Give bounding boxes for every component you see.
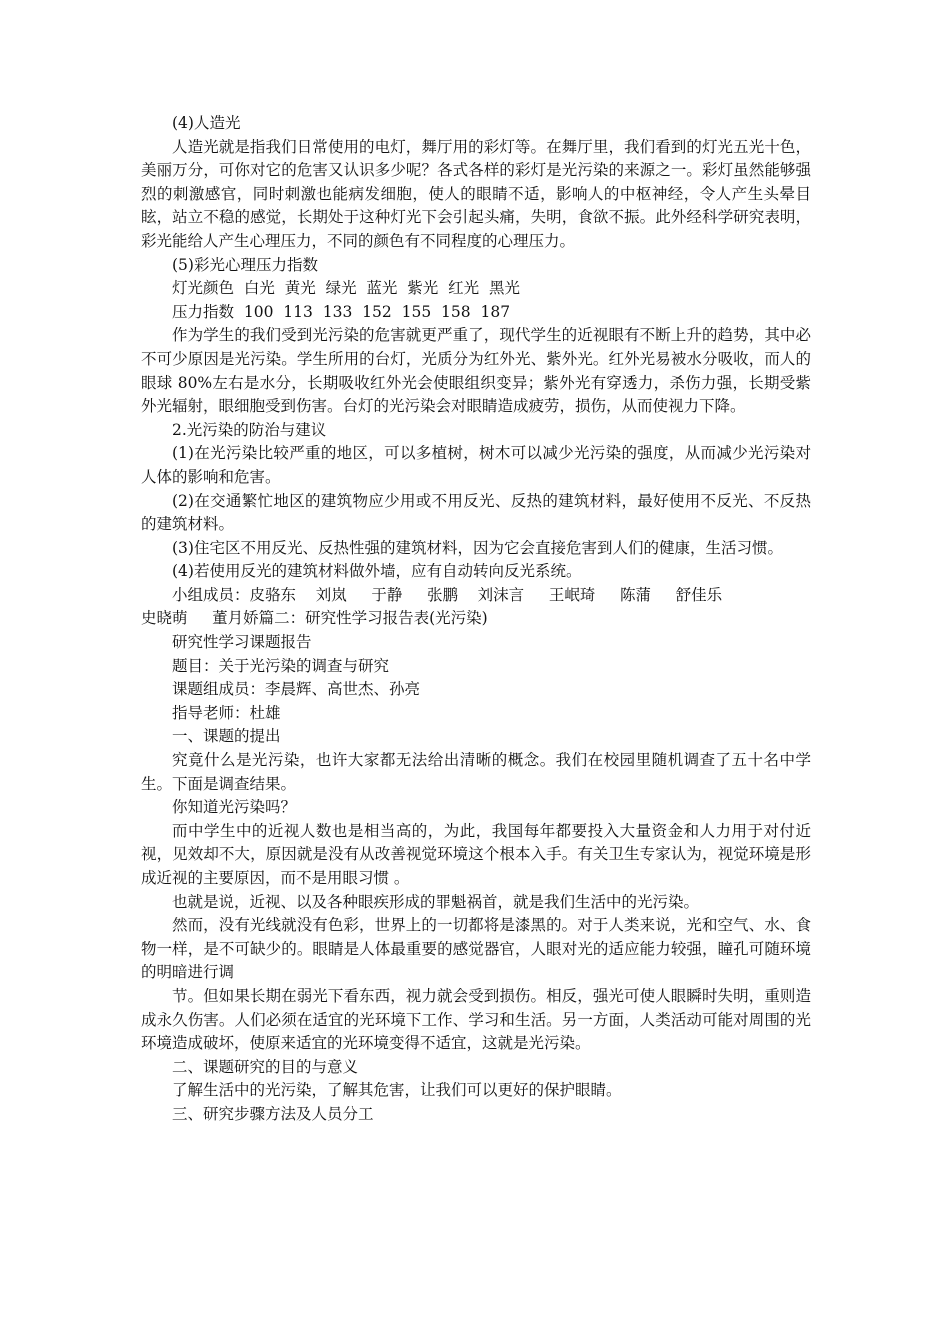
group-members-continued: 史晓萌 董月娇篇二：研究性学习报告表(光污染)	[141, 609, 488, 628]
paragraph-light-importance: 然而，没有光线就没有色彩，世界上的一切都将是漆黑的。对于人类来说，光和空气、水、食物一样，是不可缺少的。眼睛是人体最重要的感觉器官，人眼对光的适应能力较强，瞳孔可随环境的明暗进行调	[141, 916, 811, 982]
suggestion-1: (1)在光污染比较严重的地区，可以多植树，树木可以减少光污染的强度，从而减少光污染对人体的影响和危害。	[141, 444, 811, 486]
paragraph-purpose: 了解生活中的光污染，了解其危害，让我们可以更好的保护眼睛。	[172, 1081, 622, 1100]
stress-index-values: 压力指数 100 113 133 152 155 158 187	[172, 302, 511, 321]
paragraph-survey: 究竟什么是光污染，也许大家都无法给出清晰的概念。我们在校园里随机调查了五十名中学生。下面是调查结果。	[141, 751, 811, 793]
heading-stress-index: (5)彩光心理压力指数	[172, 255, 318, 274]
paragraph-artificial-light: 人造光就是指我们日常使用的电灯，舞厅用的彩灯等。在舞厅里，我们看到的灯光五光十色，美丽万分，可你对它的危害又认识多少呢？各式各样的彩灯是光污染的来源之一。彩灯虽然能够强烈的刺激感官，同时刺激也能病发细胞，使人的眼睛不适，影响人的中枢神经，令人产生头晕目眩，站立不稳的感觉，长期处于这种灯光下会引起头痛，失明，食欲不振。此外经科学研究表明，彩光能给人产生心理压力，不同的颜色有不同程度的心理压力。	[141, 137, 811, 250]
survey-question: 你知道光污染吗？	[172, 798, 297, 817]
report-advisor: 指导老师：杜雄	[172, 703, 281, 722]
stress-index-colors: 灯光颜色 白光 黄光 绿光 蓝光 紫光 红光 黑光	[172, 279, 520, 298]
report-title: 研究性学习课题报告	[172, 633, 312, 652]
paragraph-students: 作为学生的我们受到光污染的危害就更严重了，现代学生的近视眼有不断上升的趋势，其中必不可少原因是光污染。学生所用的台灯，光质分为红外光、紫外光。红外光易被水分吸收，而人的眼球 80%左右是水分，长期吸收红外光会使眼组织变异；紫外光有穿透力，杀伤力强，长期受紫外光辐射，眼细胞受到伤害。台灯的光污染会对眼睛造成疲劳，损伤，从而使视力下降。	[141, 326, 811, 416]
paragraph-culprit: 也就是说，近视、以及各种眼疾形成的罪魁祸首，就是我们生活中的光污染。	[172, 892, 700, 911]
paragraph-myopia: 而中学生中的近视人数也是相当高的，为此，我国每年都要投入大量资金和人力用于对付近视，见效却不大，原因就是没有从改善视觉环境这个根本入手。有关卫生专家认为，视觉环境是形成近视的主要原因，而不是用眼习惯 。	[141, 821, 811, 887]
heading-artificial-light: (4)人造光	[172, 114, 241, 132]
heading-prevention: 2.光污染的防治与建议	[172, 420, 327, 439]
report-members: 课题组成员：李晨辉、高世杰、孙亮	[172, 680, 421, 699]
paragraph-light-damage: 节。但如果长期在弱光下看东西，视力就会受到损伤。相反，强光可使人眼瞬时失明，重则造成永久伤害。人们必须在适宜的光环境下工作、学习和生活。另一方面，人类活动可能对周围的光环境造成破坏，使原来适宜的光环境变得不适宜，这就是光污染。	[141, 986, 811, 1053]
suggestion-2: (2)在交通繁忙地区的建筑物应少用或不用反光、反热的建筑材料，最好使用不反光、不反热的建筑材料。	[141, 491, 811, 534]
document-page	[141, 112, 811, 1127]
section-3-heading: 三、研究步骤方法及人员分工	[172, 1104, 374, 1123]
group-members: 小组成员：皮骆东 刘岚 于静 张鹏 刘沫言 王岷琦 陈蒲 舒佳乐	[172, 585, 723, 604]
report-topic: 题目：关于光污染的调查与研究	[172, 656, 390, 675]
section-2-heading: 二、课题研究的目的与意义	[172, 1057, 359, 1076]
suggestion-3: (3)住宅区不用反光、反热性强的建筑材料，因为它会直接危害到人们的健康，生活习惯。	[172, 538, 783, 557]
suggestion-4: (4)若使用反光的建筑材料做外墙，应有自动转向反光系统。	[172, 562, 582, 581]
section-1-heading: 一、课题的提出	[172, 727, 281, 746]
